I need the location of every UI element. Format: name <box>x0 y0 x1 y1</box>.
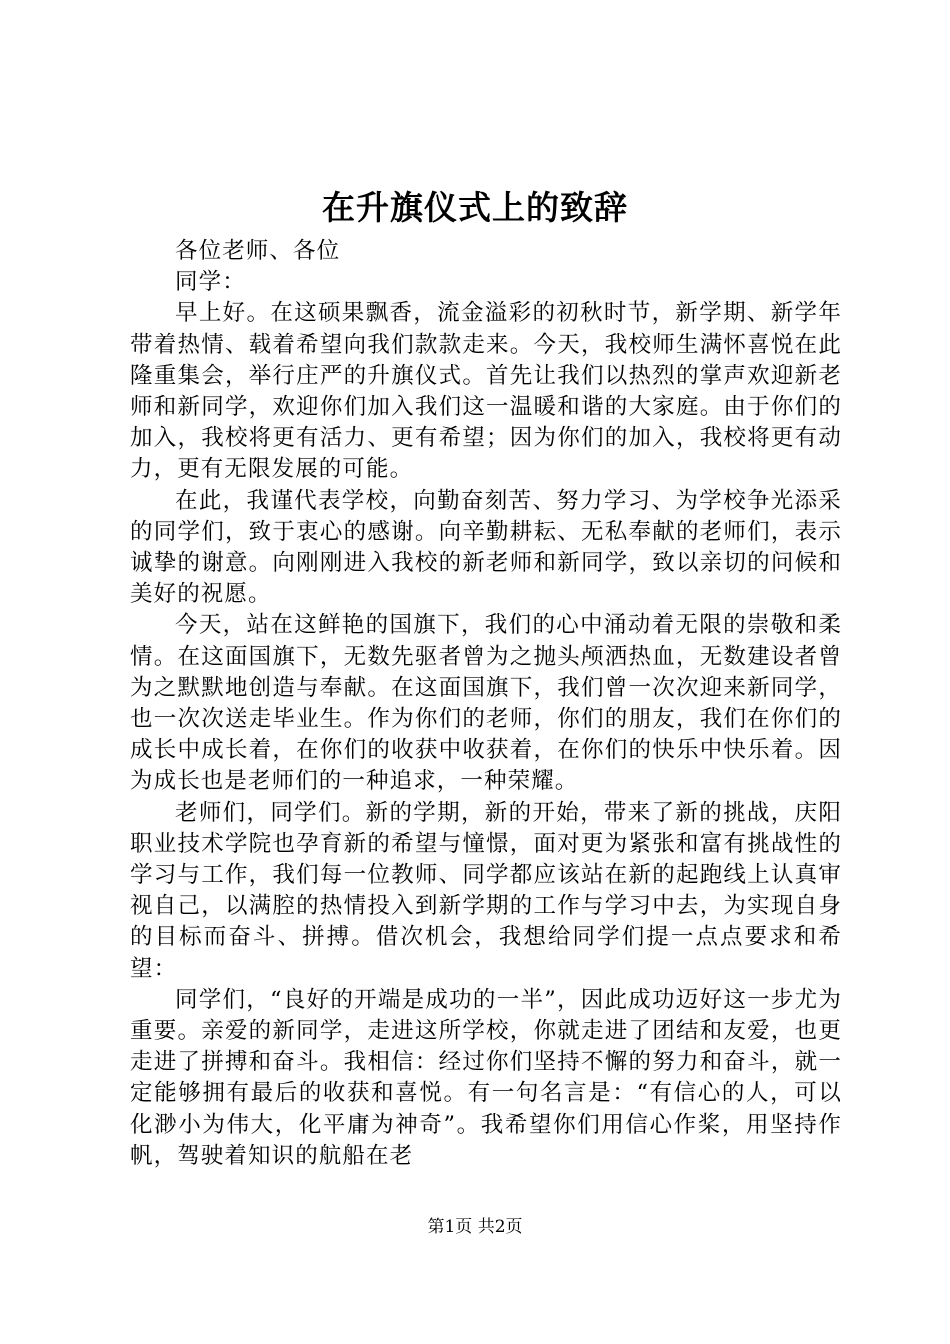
paragraph-national-flag: 今天，站在这鲜艳的国旗下，我们的心中涌动着无限的崇敬和柔情。在这面国旗下，无数先驱者曾为之抛头颅洒热血，无数建设者曾为之默默地创造与奉献。在这面国旗下，我们曾一次次迎来新同学，也一次次送走毕业生。作为你们的老师，你们的朋友，我们在你们的成长中成长着，在你们的收获中收获着，在你们的快乐中快乐着。因为成长也是老师们的一种追求，一种荣耀。 <box>130 612 842 795</box>
paragraph-expectations: 同学们，“良好的开端是成功的一半”，因此成功迈好这一步尤为重要。亲爱的新同学，走进这所学校，你就走进了团结和友爱，也更走进了拼搏和奋斗。我相信：经过你们坚持不懈的努力和奋斗，就一定能够拥有最后的收获和喜悦。有一句名言是：“有信心的人，可以化渺小为伟大，化平庸为神奇”。我希望你们用信心作桨，用坚持作帆，驾驶着知识的航船在老 <box>130 986 842 1169</box>
salutation-line-2: 同学： <box>175 269 246 296</box>
salutation-line-1: 各位老师、各位 <box>175 238 341 264</box>
page-footer: 第1页 共2页 <box>427 1217 523 1237</box>
document-title: 在升旗仪式上的致辞 <box>322 188 628 227</box>
paragraph-thanks: 在此，我谨代表学校，向勤奋刻苦、努力学习、为学校争光添采的同学们，致于衷心的感谢。向辛勤耕耘、无私奉献的老师们，表示诚挚的谢意。向刚刚进入我校的新老师和新同学，致以亲切的问候和美好的祝愿。 <box>130 487 842 608</box>
paragraph-greeting: 早上好。在这硕果飘香，流金溢彩的初秋时节，新学期、新学年带着热情、载着希望向我们款款走来。今天，我校师生满怀喜悦在此隆重集会，举行庄严的升旗仪式。首先让我们以热烈的掌声欢迎新老师和新同学，欢迎你们加入我们这一温暖和谐的大家庭。由于你们的加入，我校将更有活力、更有希望；因为你们的加入，我校将更有动力，更有无限发展的可能。 <box>130 300 842 483</box>
paragraph-new-semester: 老师们，同学们。新的学期，新的开始，带来了新的挑战，庆阳职业技术学院也孕育新的希望与憧憬，面对更为紧张和富有挑战性的学习与工作，我们每一位教师、同学都应该站在新的起跑线上认真审视自己，以满腔的热情投入到新学期的工作与学习中去，为实现自身的目标而奋斗、拼搏。借次机会，我想给同学们提一点点要求和希望： <box>130 799 842 982</box>
document-body <box>130 236 842 1172</box>
